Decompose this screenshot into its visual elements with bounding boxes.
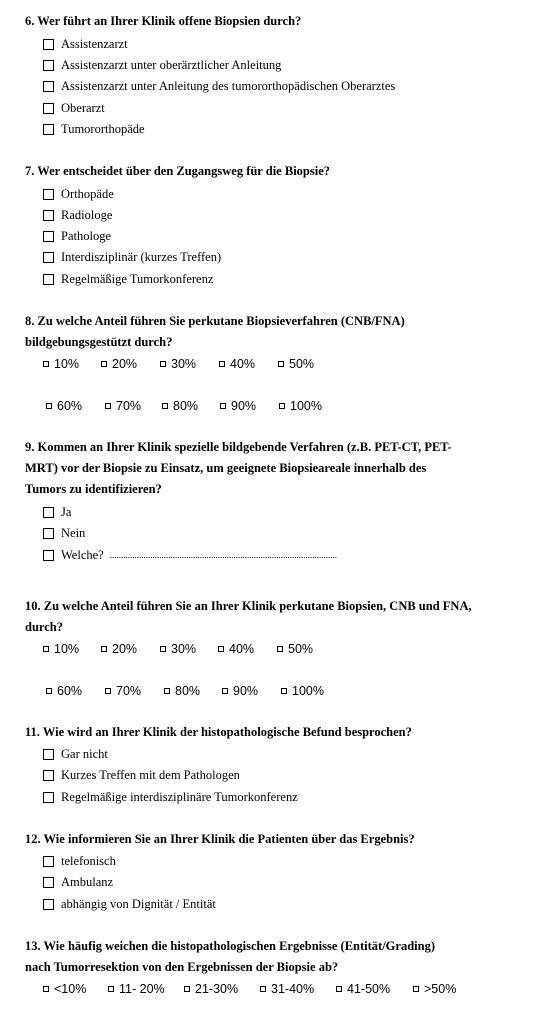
- q10-option-20[interactable]: 20%: [101, 642, 137, 656]
- q7-option-interdisziplinaer[interactable]: Interdisziplinär (kurzes Treffen): [43, 250, 221, 264]
- checkbox[interactable]: [105, 688, 111, 694]
- checkbox[interactable]: [43, 210, 54, 221]
- checkbox[interactable]: [43, 81, 54, 92]
- q13-option-gt50[interactable]: >50%: [413, 982, 456, 996]
- checkbox[interactable]: [278, 361, 284, 367]
- checkbox[interactable]: [279, 403, 285, 409]
- checkbox[interactable]: [43, 39, 54, 50]
- checkbox[interactable]: [43, 550, 54, 561]
- question-6-title: 6. Wer führt an Ihrer Klinik offene Biopsien durch?: [25, 14, 302, 28]
- q8-option-80[interactable]: 80%: [162, 399, 198, 413]
- checkbox[interactable]: [101, 646, 107, 652]
- q8-option-60[interactable]: 60%: [46, 399, 82, 413]
- checkbox[interactable]: [43, 231, 54, 242]
- q6-option-assistenzarzt-oberarzt[interactable]: Assistenzarzt unter oberärztlicher Anleitung: [43, 58, 281, 72]
- question-10-title: 10. Zu welche Anteil führen Sie an Ihrer Klinik perkutane Biopsien, CNB und FNA, durch?: [25, 599, 472, 634]
- checkbox[interactable]: [277, 646, 283, 652]
- q6-option-oberarzt[interactable]: Oberarzt: [43, 101, 105, 115]
- q7-option-tumorkonferenz[interactable]: Regelmäßige Tumorkonferenz: [43, 272, 213, 286]
- checkbox[interactable]: [43, 792, 54, 803]
- q13-option-21-30[interactable]: 21-30%: [184, 982, 238, 996]
- q9-option-welche[interactable]: Welche? .....................................................................................................: [43, 548, 337, 562]
- q12-option-dignitaet[interactable]: abhängig von Dignität / Entität: [43, 897, 216, 911]
- checkbox[interactable]: [43, 252, 54, 263]
- checkbox[interactable]: [43, 507, 54, 518]
- q11-option-kurzes-treffen[interactable]: Kurzes Treffen mit dem Pathologen: [43, 768, 240, 782]
- q11-option-gar-nicht[interactable]: Gar nicht: [43, 747, 108, 761]
- checkbox[interactable]: [281, 688, 287, 694]
- checkbox[interactable]: [43, 189, 54, 200]
- checkbox[interactable]: [43, 103, 54, 114]
- checkbox[interactable]: [218, 646, 224, 652]
- checkbox[interactable]: [101, 361, 107, 367]
- q10-option-40[interactable]: 40%: [218, 642, 254, 656]
- checkbox[interactable]: [43, 361, 49, 367]
- checkbox[interactable]: [43, 60, 54, 71]
- q11-option-tumorkonferenz[interactable]: Regelmäßige interdisziplinäre Tumorkonferenz: [43, 790, 298, 804]
- q10-option-30[interactable]: 30%: [160, 642, 196, 656]
- q10-option-90[interactable]: 90%: [222, 684, 258, 698]
- q7-option-pathologe[interactable]: Pathologe: [43, 229, 111, 243]
- q7-option-orthopaede[interactable]: Orthopäde: [43, 187, 114, 201]
- checkbox[interactable]: [43, 749, 54, 760]
- q10-option-70[interactable]: 70%: [105, 684, 141, 698]
- checkbox[interactable]: [160, 646, 166, 652]
- checkbox[interactable]: [220, 403, 226, 409]
- checkbox[interactable]: [43, 528, 54, 539]
- question-13-title: 13. Wie häufig weichen die histopathologischen Ergebnisse (Entität/Grading) nach Tumorresektion von den Ergebnissen der Biopsie ab?: [25, 939, 435, 974]
- checkbox[interactable]: [336, 986, 342, 992]
- checkbox[interactable]: [219, 361, 225, 367]
- q12-option-telefonisch[interactable]: telefonisch: [43, 854, 116, 868]
- checkbox[interactable]: [43, 770, 54, 781]
- q8-option-70[interactable]: 70%: [105, 399, 141, 413]
- q6-option-tumororthopaede[interactable]: Tumororthopäde: [43, 122, 145, 136]
- checkbox[interactable]: [43, 124, 54, 135]
- q10-option-10[interactable]: 10%: [43, 642, 79, 656]
- checkbox[interactable]: [43, 274, 54, 285]
- q9-option-ja[interactable]: Ja: [43, 505, 71, 519]
- checkbox[interactable]: [108, 986, 114, 992]
- q10-option-100[interactable]: 100%: [281, 684, 324, 698]
- checkbox[interactable]: [46, 688, 52, 694]
- q8-option-40[interactable]: 40%: [219, 357, 255, 371]
- q10-option-80[interactable]: 80%: [164, 684, 200, 698]
- checkbox[interactable]: [222, 688, 228, 694]
- q8-option-10[interactable]: 10%: [43, 357, 79, 371]
- checkbox[interactable]: [43, 877, 54, 888]
- checkbox[interactable]: [43, 646, 49, 652]
- question-12-title: 12. Wie informieren Sie an Ihrer Klinik die Patienten über das Ergebnis?: [25, 832, 415, 846]
- q12-option-ambulanz[interactable]: Ambulanz: [43, 875, 113, 889]
- checkbox[interactable]: [260, 986, 266, 992]
- checkbox[interactable]: [43, 899, 54, 910]
- checkbox[interactable]: [184, 986, 190, 992]
- q8-option-90[interactable]: 90%: [220, 399, 256, 413]
- q6-option-assistenzarzt[interactable]: Assistenzarzt: [43, 37, 128, 51]
- q13-option-lt10[interactable]: <10%: [43, 982, 86, 996]
- q6-option-assistenzarzt-tumororthopaede[interactable]: Assistenzarzt unter Anleitung des tumororthopädischen Oberarztes: [43, 79, 395, 93]
- q7-option-radiologe[interactable]: Radiologe: [43, 208, 112, 222]
- q8-option-100[interactable]: 100%: [279, 399, 322, 413]
- q10-option-50[interactable]: 50%: [277, 642, 313, 656]
- question-11-title: 11. Wie wird an Ihrer Klinik der histopathologische Befund besprochen?: [25, 725, 412, 739]
- q8-option-30[interactable]: 30%: [160, 357, 196, 371]
- q13-option-11-20[interactable]: 11- 20%: [108, 982, 165, 996]
- q13-option-41-50[interactable]: 41-50%: [336, 982, 390, 996]
- question-7-title: 7. Wer entscheidet über den Zugangsweg für die Biopsie?: [25, 164, 331, 178]
- checkbox[interactable]: [164, 688, 170, 694]
- fill-in-line[interactable]: .....................................................................................................: [109, 550, 337, 560]
- checkbox[interactable]: [43, 986, 49, 992]
- checkbox[interactable]: [46, 403, 52, 409]
- q8-option-20[interactable]: 20%: [101, 357, 137, 371]
- checkbox[interactable]: [105, 403, 111, 409]
- checkbox[interactable]: [413, 986, 419, 992]
- q10-option-60[interactable]: 60%: [46, 684, 82, 698]
- checkbox[interactable]: [160, 361, 166, 367]
- q9-option-nein[interactable]: Nein: [43, 526, 85, 540]
- question-9-title: 9. Kommen an Ihrer Klinik spezielle bildgebende Verfahren (z.B. PET-CT, PET- MRT) vor der Biopsie zu Einsatz, um geeignete Biopsieareale innerhalb des Tumors zu identifizieren?: [25, 440, 452, 496]
- question-8-title: 8. Zu welche Anteil führen Sie perkutane Biopsieverfahren (CNB/FNA) bildgebungsgestützt durch?: [25, 314, 405, 349]
- q13-option-31-40[interactable]: 31-40%: [260, 982, 314, 996]
- q8-option-50[interactable]: 50%: [278, 357, 314, 371]
- checkbox[interactable]: [43, 856, 54, 867]
- checkbox[interactable]: [162, 403, 168, 409]
